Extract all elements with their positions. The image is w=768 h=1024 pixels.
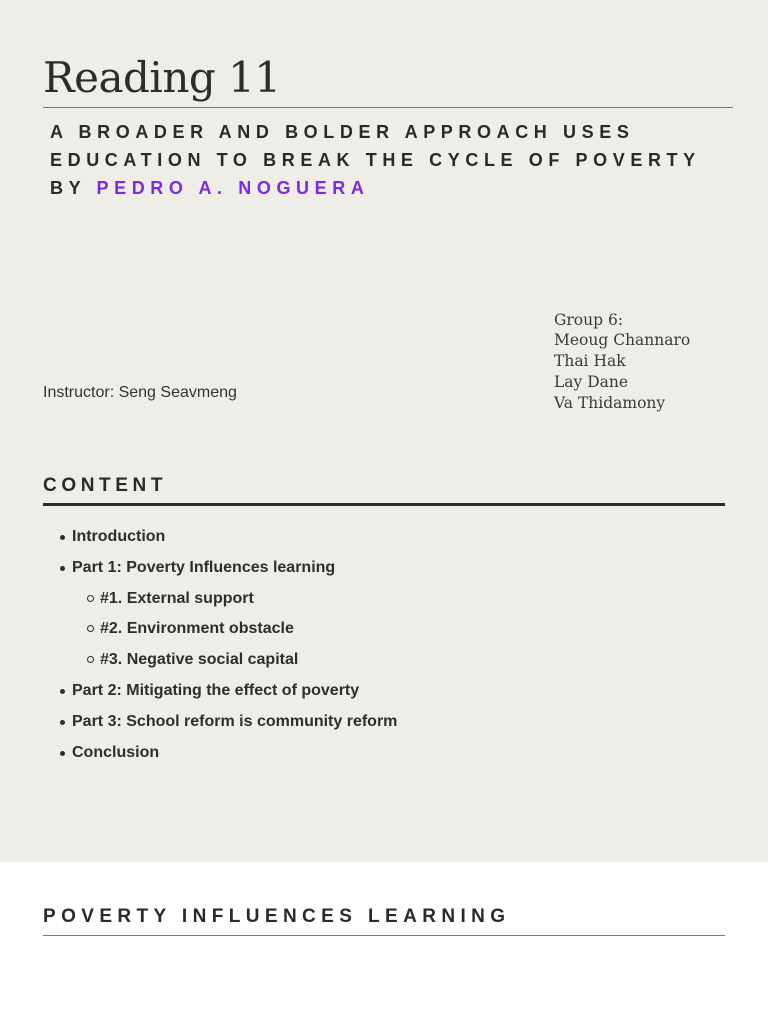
toc-item	[72, 743, 159, 763]
subtitle-by: BY	[50, 178, 86, 198]
group-member: Meoug Channaro	[554, 331, 691, 349]
toc-subitem	[100, 589, 254, 609]
subtitle-line-3	[50, 174, 750, 202]
toc-item-label: #2. Environment obstacle	[100, 620, 294, 638]
toc-item-label: Part 3: School reform is community reform	[72, 712, 398, 730]
toc-item	[72, 681, 359, 701]
content-divider	[43, 503, 725, 506]
toc-item-label: Conclusion	[72, 743, 160, 761]
group-heading: Group 6:	[554, 311, 624, 329]
subtitle-block	[50, 118, 750, 202]
toc-subitem	[100, 619, 294, 639]
toc-item	[72, 527, 165, 547]
section-heading: POVERTY INFLUENCES LEARNING	[43, 906, 511, 927]
toc-item-label: Part 1: Poverty Influences learning	[72, 558, 336, 576]
section-divider	[43, 935, 725, 936]
toc-item-label: Introduction	[72, 528, 166, 545]
instructor-label: Instructor: Seng Seavmeng	[43, 384, 237, 401]
page-2	[0, 862, 768, 1024]
toc-item	[72, 558, 335, 578]
page-title: Reading 11	[43, 53, 281, 102]
toc-subitem	[100, 650, 298, 670]
group-member: Thai Hak	[554, 352, 626, 370]
author-name: PEDRO A. NOGUERA	[96, 178, 370, 198]
subtitle-line-1: A BROADER AND BOLDER APPROACH USES	[50, 122, 635, 142]
group-member: Va Thidamony	[554, 394, 666, 412]
title-divider	[43, 107, 733, 108]
subtitle-line-2: EDUCATION TO BREAK THE CYCLE OF POVERTY	[50, 150, 701, 170]
group-members	[554, 311, 690, 414]
toc-item-label: #3. Negative social capital	[100, 651, 299, 669]
content-heading: CONTENT	[43, 475, 168, 496]
toc-item-label: Part 2: Mitigating the effect of poverty	[72, 682, 360, 699]
toc-item-label: #1. External support	[100, 589, 254, 607]
toc-item	[72, 712, 397, 732]
group-member: Lay Dane	[554, 373, 629, 391]
